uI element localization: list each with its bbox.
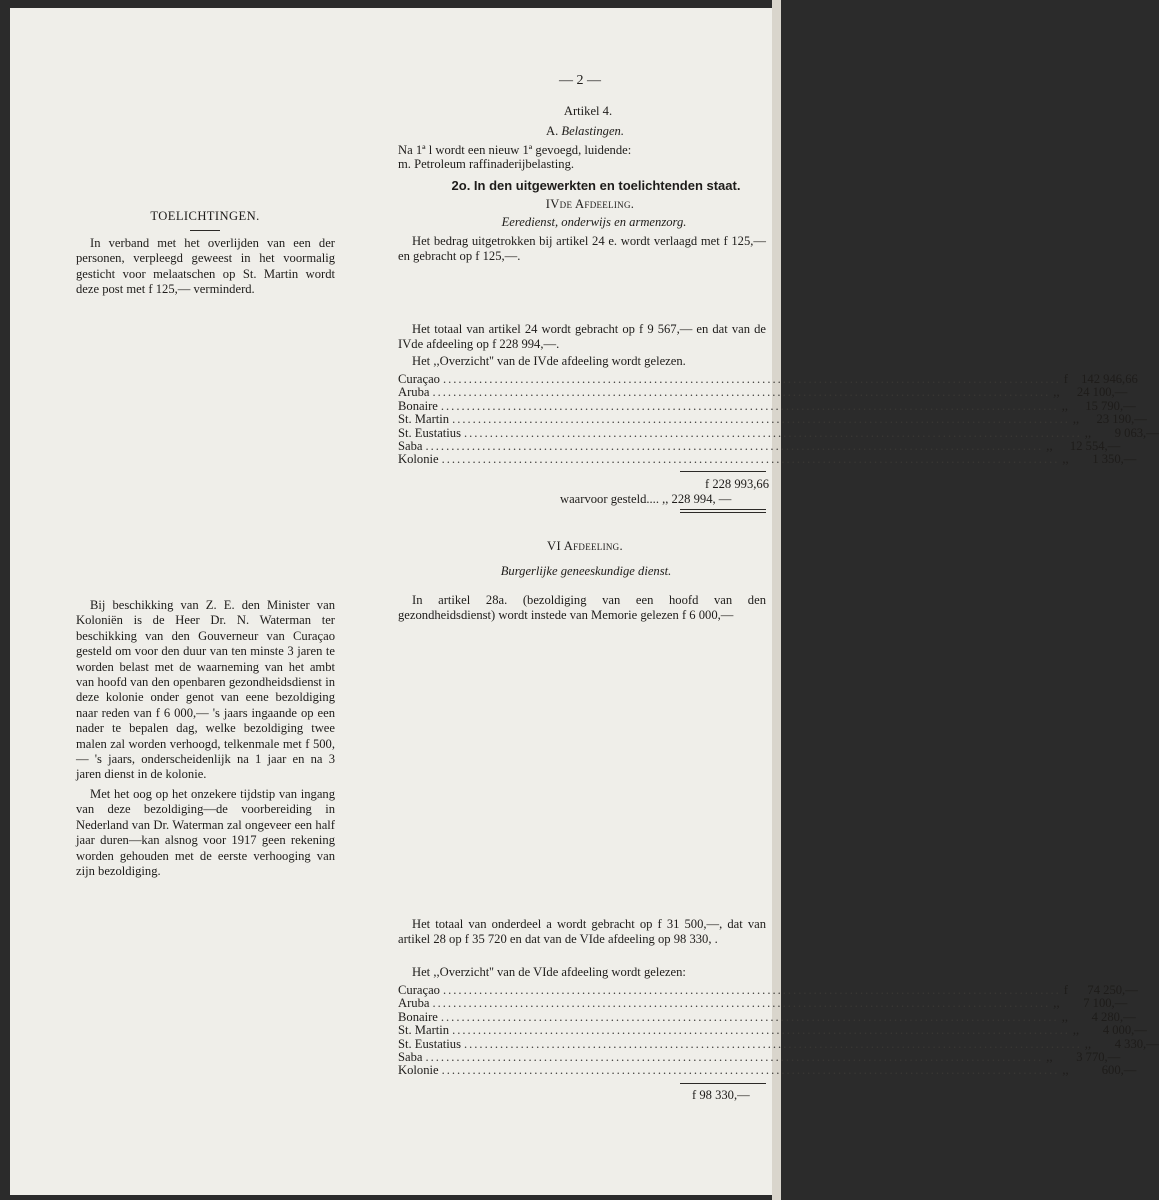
table-6-amount: 3 770,— [1076,1050,1121,1064]
toelichtingen-title: TOELICHTINGEN. [150,209,260,223]
overzicht-6-intro: Het ,,Overzicht'' van de VIde afdeeling wordt gelezen: [412,965,686,979]
table-6-place-name: Aruba [398,996,430,1011]
table-6-row [398,1023,1147,1038]
paragraph-totaal-24: Het totaal van artikel 24 wordt gebracht op f 9 567,— en dat van de IVde afdeeling op f 228 994,—. [398,322,766,352]
table-4-double-rule-1 [680,509,766,510]
paragraph-artikel-28a: In artikel 28a. (bezoldiging van een hoofd van den gezondheidsdienst) wordt instede van Memorie gelezen f 6 000,— [398,593,766,623]
table-6-leader-dots: ........................................................................................................................ [440,1009,1059,1024]
table-6-amount: 4 000,— [1102,1023,1147,1038]
table-4-rule [680,471,766,472]
table-4-currency: f [1063,372,1068,386]
table-4-currency: ,, [1062,452,1069,467]
table-4-leader-dots: ........................................................................................................................ [452,412,1070,427]
table-4-row [398,439,1121,453]
table-4-place-name: Curaçao [398,372,440,386]
table-6-row [398,1063,1137,1078]
table-6-rule [680,1083,766,1084]
table-6-currency: ,, [1053,996,1060,1011]
paragraph-verlaagd: Het bedrag uitgetrokken bij artikel 24 e. wordt verlaagd met f 125,— en gebracht op f 125,—. [398,234,766,264]
table-6-currency: ,, [1062,1063,1069,1078]
table-4-leader-dots: ........................................................................................................................ [442,372,1061,386]
table-4-gesteld: waarvoor gesteld.... ,, 228 994, — [560,492,732,506]
afdeeling-6-subtitle: Burgerlijke geneeskundige dienst. [500,564,672,578]
section-a-title: Belastingen. [561,124,625,138]
table-6-amount: 74 250,— [1087,983,1138,997]
table-4-double-rule-2 [680,512,766,513]
table-6-leader-dots: ........................................................................................................................ [432,996,1051,1011]
overzicht-4-intro: Het ,,Overzicht'' van de IVde afdeeling wordt gelezen. [412,354,686,368]
section-heading-2o: 2o. In den uitgewerkten en toelichtenden staat. [451,178,741,193]
table-4-place-name: Saba [398,439,423,453]
afdeeling-4-subtitle: Eeredienst, onderwijs en armenzorg. [501,215,687,229]
table-4-currency: ,, [1072,412,1080,427]
table-4-row [398,398,1136,413]
table-6-currency: ,, [1061,1009,1068,1024]
table-4-leader-dots: ........................................................................................................................ [463,425,1082,440]
table-6-place-name: Saba [398,1050,423,1064]
item-m: m. Petroleum raffinaderijbelasting. [398,157,575,171]
title-rule [190,230,220,231]
table-6-place-name: Curaçao [398,983,440,997]
note-melaatschen: In verband met het overlijden van een der personen, verpleegd geweest in het voormalig gesticht voor melaatschen op St. Martin wordt deze post met f 125,— verminderd. [76,236,335,297]
note-waterman-beschikking: Bij beschikking van Z. E. den Minister van Koloniën is de Heer Dr. N. Waterman ter beschikking van den Gouverneur van Curaçao gesteld om voor den duur van ten minste 3 jaren te worden belast met de waarneming van het ambt van hoofd van den openbaren gezondheidsdienst in deze kolonie onder genot van eene bezoldiging naar reden van f 6 000,— 's jaars ingaande op een nader te bepalen dag, welke bezoldiging twee malen zal worden verhoogd, telkenmale met f 500,— 's jaars, onderscheidenlijk na 1 jaar en na 3 jaren dienst in de kolonie. [76,598,335,782]
table-4-amount: 9 063,— [1114,425,1159,440]
section-a-heading [546,124,624,138]
table-4-amount: 12 554,— [1069,439,1121,453]
page-number: — 2 — [559,73,601,88]
table-4-leader-dots: ........................................................................................................................ [432,385,1051,400]
table-4-amount: 1 350,— [1092,452,1137,467]
table-6-row [398,983,1138,997]
table-6-leader-dots: ........................................................................................................................ [452,1023,1070,1038]
table-4-currency: ,, [1084,425,1092,440]
table-4-row [398,452,1137,467]
table-4-place-name: Bonaire [398,398,438,413]
table-6-amount: 600,— [1101,1063,1137,1078]
table-4-currency: ,, [1046,439,1053,453]
table-4-row [398,425,1159,440]
table-6-currency: ,, [1084,1036,1092,1051]
table-6-leader-dots: ........................................................................................................................ [442,983,1061,997]
table-6-currency: f [1063,983,1068,997]
table-6-amount: 4 280,— [1091,1009,1136,1024]
table-6-place-name: St. Martin [398,1023,450,1038]
table-6-currency: ,, [1046,1050,1053,1064]
table-4-currency: ,, [1061,398,1068,413]
table-4-row [398,412,1147,427]
table-4-place-name: Kolonie [398,452,439,467]
table-4-place-name: St. Martin [398,412,450,427]
table-6-leader-dots: ........................................................................................................................ [463,1036,1082,1051]
table-4-row [398,372,1138,386]
table-4-amount: 24 100,— [1076,385,1128,400]
table-6-amount: 7 100,— [1083,996,1128,1011]
table-4-total: f 228 993,66 [705,477,770,491]
table-4-amount: 23 190,— [1096,412,1147,427]
table-4-leader-dots: ........................................................................................................................ [425,439,1044,453]
table-4-amount: 15 790,— [1085,398,1136,413]
table-6-row [398,996,1128,1011]
table-6-amount: 4 330,— [1114,1036,1159,1051]
afdeeling-4-heading: IVde Afdeeling. [545,197,635,211]
table-4-leader-dots: ........................................................................................................................ [440,398,1059,413]
table-6-row [398,1050,1121,1064]
section-a-letter: A. [545,124,559,138]
table-6-total: f 98 330,— [692,1088,750,1102]
afdeeling-6-heading: VI Afdeeling. [547,539,623,553]
table-4-place-name: St. Eustatius [398,425,461,440]
table-4-row [398,385,1128,400]
table-6-place-name: St. Eustatius [398,1036,461,1051]
table-6-row [398,1009,1136,1024]
table-4-amount: 142 946,66 [1081,372,1138,386]
article-heading: Artikel 4. [563,104,613,118]
table-6-currency: ,, [1072,1023,1080,1038]
table-4-leader-dots: ........................................................................................................................ [441,452,1060,467]
table-6-row [398,1036,1159,1051]
note-waterman-ingang: Met het oog op het onzekere tijdstip van ingang van deze bezoldiging—de voorbereiding in Nederland van Dr. Waterman zal ongeveer een half jaar duren—kan alsnog voor 1917 geen rekening worden gehouden met de eerste verhooging van zijn bezoldiging. [76,787,335,879]
table-6-place-name: Kolonie [398,1063,439,1078]
table-6-leader-dots: ........................................................................................................................ [425,1050,1044,1064]
table-6-leader-dots: ........................................................................................................................ [441,1063,1060,1078]
amendment-line: Na 1ª l wordt een nieuw 1ª gevoegd, luidende: [398,143,632,157]
table-4-currency: ,, [1053,385,1060,400]
table-4-place-name: Aruba [398,385,430,400]
paragraph-totaal-onderdeel-a: Het totaal van onderdeel a wordt gebracht op f 31 500,—, dat van artikel 28 op f 35 720 en dat van de VIde afdeeling op 98 330, . [398,917,766,947]
table-6-place-name: Bonaire [398,1009,438,1024]
